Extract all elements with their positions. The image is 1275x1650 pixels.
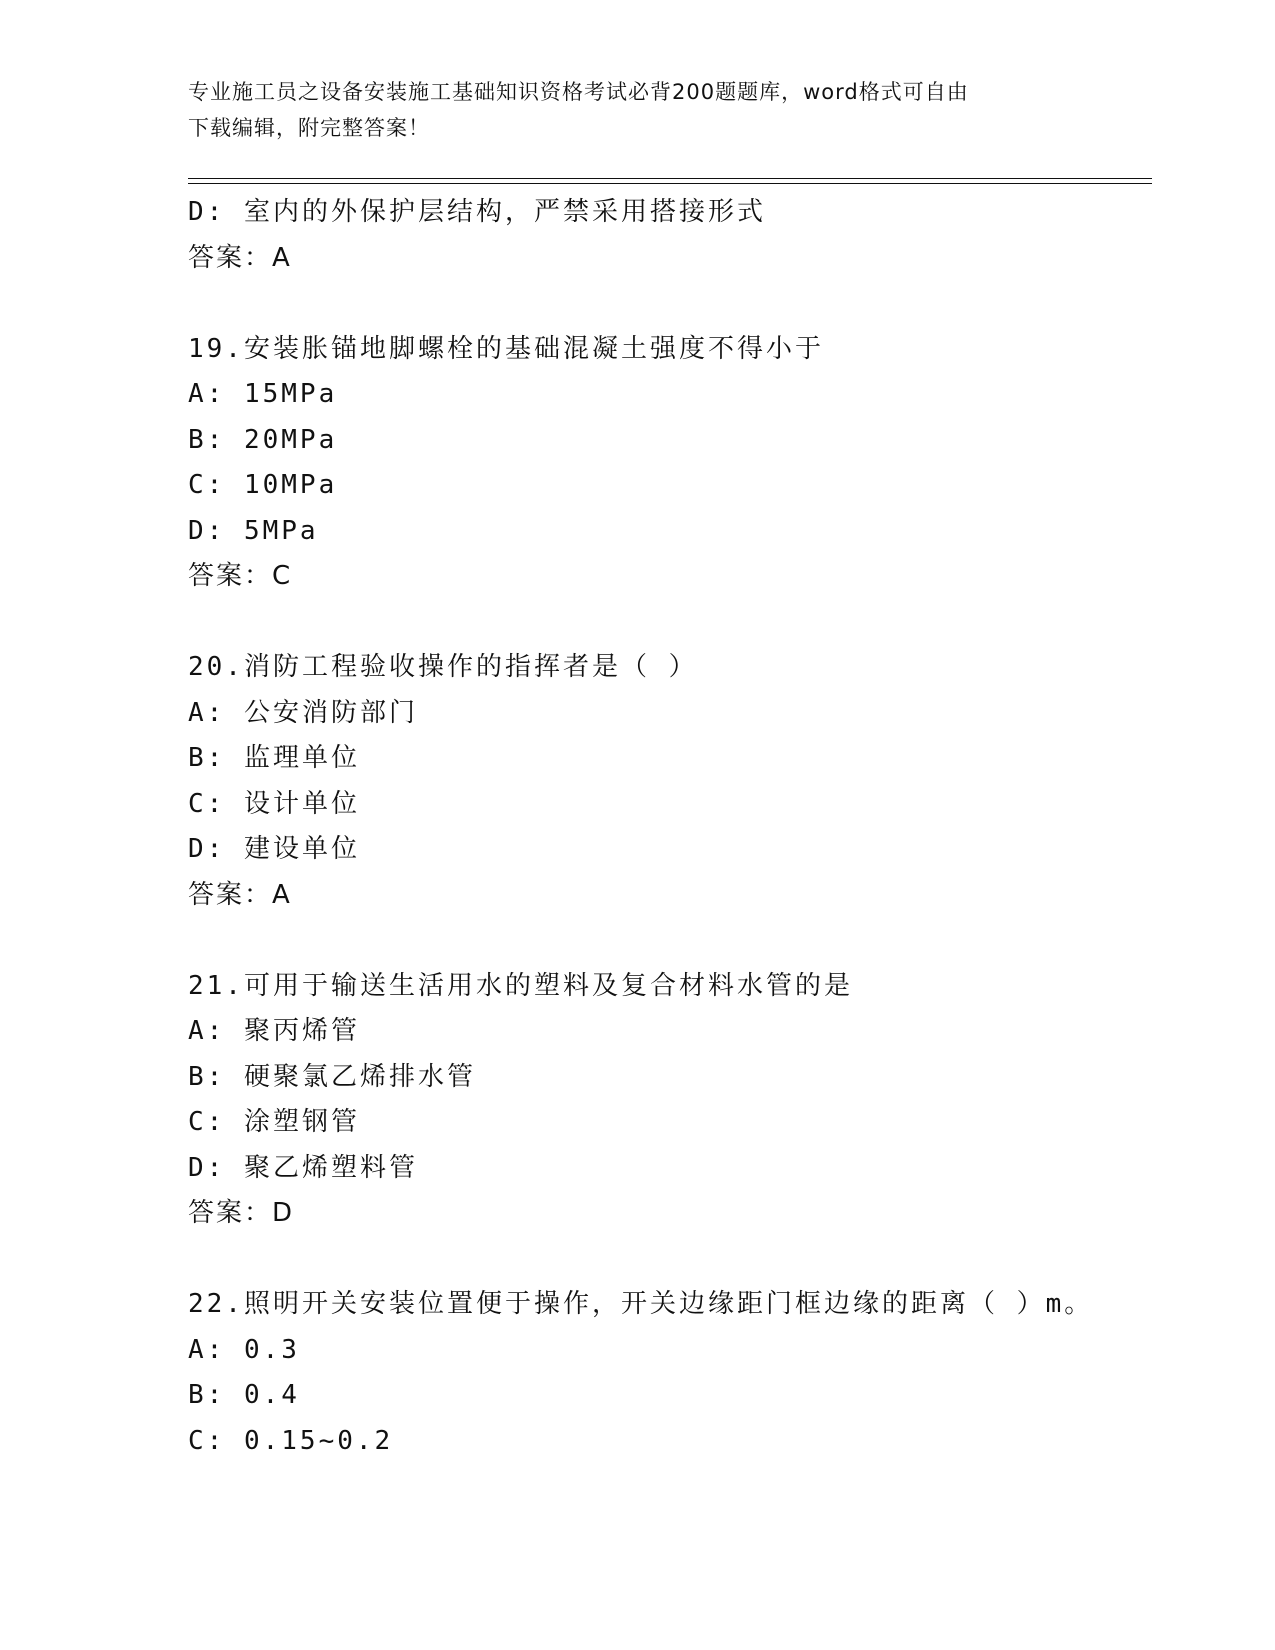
intro-line-2: 下载编辑，附完整答案！ — [188, 116, 430, 140]
option-d: D: 聚乙烯塑料管 — [188, 1152, 418, 1183]
spacer — [188, 600, 1152, 646]
option-b: B: 0.4 — [188, 1380, 300, 1410]
option-a: A: 聚丙烯管 — [188, 1016, 360, 1046]
spacer — [188, 1237, 1152, 1283]
prev-question-option-d: D: 室内的外保护层结构，严禁采用搭接形式 — [188, 197, 766, 227]
option-d: D: 5MPa — [188, 515, 319, 546]
option-b: B: 监理单位 — [188, 743, 360, 773]
option-a: A: 15MPa — [188, 379, 338, 409]
answer: 答案：A — [188, 879, 292, 910]
question-21 — [188, 964, 1152, 1237]
question-stem: 21.可用于输送生活用水的塑料及复合材料水管的是 — [188, 970, 853, 1001]
spacer — [188, 918, 1152, 964]
prev-question-answer: 答案：A — [188, 242, 292, 273]
header-divider-top — [188, 178, 1152, 179]
question-20 — [188, 645, 1152, 918]
option-d: D: 建设单位 — [188, 834, 360, 864]
header-divider-bottom — [188, 183, 1152, 184]
option-c: C: 10MPa — [188, 470, 338, 500]
option-c: C: 设计单位 — [188, 788, 360, 819]
answer: 答案：D — [188, 1198, 295, 1228]
intro-line-1: 专业施工员之设备安装施工基础知识资格考试必背200题题库，word格式可自由 — [188, 80, 969, 104]
question-list — [188, 190, 1152, 1464]
option-b: B: 20MPa — [188, 424, 338, 455]
option-a: A: 0.3 — [188, 1334, 300, 1365]
question-19 — [188, 327, 1152, 600]
answer: 答案：C — [188, 561, 293, 591]
option-a: A: 公安消防部门 — [188, 697, 418, 728]
document-intro — [188, 74, 1068, 146]
question-stem: 20.消防工程验收操作的指挥者是（ ） — [188, 652, 698, 682]
question-22 — [188, 1282, 1152, 1464]
option-c: C: 涂塑钢管 — [188, 1107, 360, 1137]
spacer — [188, 281, 1152, 327]
question-stem: 22.照明开关安装位置便于操作，开关边缘距门框边缘的距离（ ）m。 — [188, 1289, 1094, 1319]
question-stem: 19.安装胀锚地脚螺栓的基础混凝土强度不得小于 — [188, 333, 824, 364]
option-c: C: 0.15~0.2 — [188, 1425, 394, 1456]
option-b: B: 硬聚氯乙烯排水管 — [188, 1061, 476, 1092]
